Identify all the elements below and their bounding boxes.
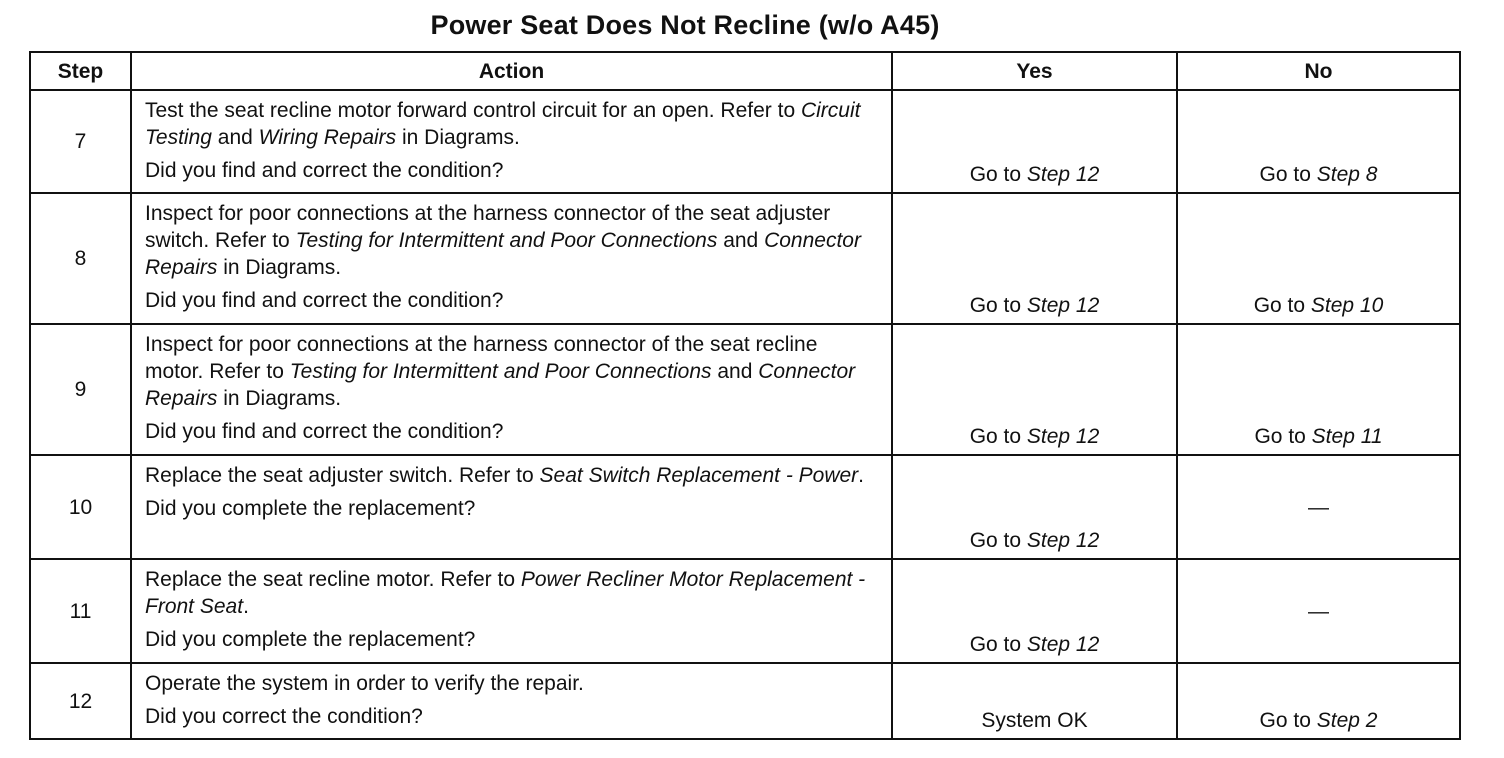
instruction-text: . bbox=[243, 595, 249, 618]
step-number: 11 bbox=[30, 559, 131, 663]
instruction-text: Test the seat recline motor forward control circuit for an open. Refer to bbox=[145, 99, 801, 122]
reference-title: Testing for Intermittent and Poor Connections bbox=[295, 229, 718, 252]
instruction-text: and bbox=[211, 126, 259, 149]
yes-cell bbox=[892, 455, 1177, 559]
yes-cell bbox=[892, 324, 1177, 455]
instruction-text: and bbox=[711, 360, 759, 383]
table-row bbox=[30, 455, 1460, 559]
reference-title: Connector Repairs bbox=[145, 360, 856, 410]
instruction-text: in Diagrams. bbox=[396, 126, 520, 149]
action-instruction bbox=[145, 566, 881, 620]
reference-title: Seat Switch Replacement - Power bbox=[539, 464, 859, 487]
action-question: Did you correct the condition? bbox=[145, 705, 423, 728]
go-to-text: Go to bbox=[969, 529, 1027, 552]
instruction-text: Inspect for poor connections at the harness connector of the seat adjuster switch. Refer to bbox=[145, 202, 831, 252]
go-to-text: Go to bbox=[1259, 163, 1317, 186]
reference-title: Connector Repairs bbox=[145, 229, 861, 279]
go-to-text: Go to bbox=[969, 294, 1027, 317]
diagnostic-table bbox=[29, 51, 1461, 740]
header-step: Step bbox=[30, 52, 131, 90]
yes-cell bbox=[892, 559, 1177, 663]
go-to-text: Go to bbox=[969, 163, 1027, 186]
go-to-text: Go to bbox=[1259, 709, 1317, 732]
yes-cell bbox=[892, 663, 1177, 739]
step-reference: Step 8 bbox=[1316, 163, 1378, 186]
action-instruction bbox=[145, 670, 881, 697]
step-reference: Step 11 bbox=[1311, 425, 1383, 448]
header-action: Action bbox=[131, 52, 892, 90]
step-number: 10 bbox=[30, 455, 131, 559]
step-reference: Step 12 bbox=[1026, 294, 1100, 317]
instruction-text: Replace the seat adjuster switch. Refer to bbox=[145, 464, 540, 487]
action-instruction bbox=[145, 200, 881, 281]
instruction-text: in Diagrams. bbox=[217, 387, 342, 410]
page-title: Power Seat Does Not Recline (w/o A45) bbox=[430, 10, 940, 40]
go-to-text: Go to bbox=[969, 633, 1027, 656]
table-header-row bbox=[30, 52, 1460, 90]
header-no: No bbox=[1177, 52, 1460, 90]
no-cell bbox=[1177, 90, 1460, 193]
empty-dash: — bbox=[1308, 599, 1329, 623]
action-instruction bbox=[145, 462, 881, 489]
step-reference: Step 10 bbox=[1310, 294, 1384, 317]
instruction-text: in Diagrams. bbox=[217, 256, 342, 279]
step-reference: Step 12 bbox=[1026, 529, 1100, 552]
step-reference: Step 12 bbox=[1026, 425, 1100, 448]
instruction-text: Inspect for poor connections at the harness connector of the seat recline motor. Refer to bbox=[145, 333, 818, 383]
action-cell bbox=[131, 90, 892, 193]
table-body bbox=[30, 90, 1460, 739]
action-question: Did you find and correct the condition? bbox=[145, 159, 504, 182]
reference-title: Power Recliner Motor Replacement - Front Seat bbox=[145, 568, 866, 618]
no-cell bbox=[1177, 663, 1460, 739]
instruction-text: . bbox=[858, 464, 865, 487]
step-reference: Step 2 bbox=[1316, 709, 1378, 732]
step-number: 9 bbox=[30, 324, 131, 455]
go-to-text: Go to bbox=[1254, 425, 1312, 448]
header-yes: Yes bbox=[892, 52, 1177, 90]
go-to-text: Go to bbox=[969, 425, 1027, 448]
yes-cell bbox=[892, 193, 1177, 324]
table-row bbox=[30, 193, 1460, 324]
action-cell bbox=[131, 455, 892, 559]
table-row bbox=[30, 559, 1460, 663]
no-cell bbox=[1177, 193, 1460, 324]
action-instruction bbox=[145, 97, 881, 151]
instruction-text: and bbox=[717, 229, 765, 252]
step-reference: Step 12 bbox=[1026, 633, 1100, 656]
result-text: System OK bbox=[981, 709, 1088, 732]
action-instruction bbox=[145, 331, 881, 412]
table-row bbox=[30, 663, 1460, 739]
step-number: 12 bbox=[30, 663, 131, 739]
step-reference: Step 12 bbox=[1026, 163, 1100, 186]
reference-title: Wiring Repairs bbox=[258, 126, 397, 149]
step-number: 7 bbox=[30, 90, 131, 193]
action-cell bbox=[131, 324, 892, 455]
action-cell bbox=[131, 663, 892, 739]
action-cell bbox=[131, 559, 892, 663]
action-question: Did you find and correct the condition? bbox=[145, 420, 504, 443]
instruction-text: Replace the seat recline motor. Refer to bbox=[145, 568, 521, 591]
action-question: Did you complete the replacement? bbox=[145, 497, 476, 520]
yes-cell bbox=[892, 90, 1177, 193]
table-row bbox=[30, 90, 1460, 193]
go-to-text: Go to bbox=[1253, 294, 1311, 317]
no-cell bbox=[1177, 324, 1460, 455]
reference-title: Testing for Intermittent and Poor Connections bbox=[289, 360, 712, 383]
empty-dash: — bbox=[1308, 495, 1329, 519]
action-cell bbox=[131, 193, 892, 324]
table-row bbox=[30, 324, 1460, 455]
no-cell bbox=[1177, 455, 1460, 559]
instruction-text: Operate the system in order to verify the repair. bbox=[145, 672, 584, 695]
step-number: 8 bbox=[30, 193, 131, 324]
no-cell bbox=[1177, 559, 1460, 663]
action-question: Did you complete the replacement? bbox=[145, 628, 476, 651]
action-question: Did you find and correct the condition? bbox=[145, 289, 504, 312]
reference-title: Circuit Testing bbox=[145, 99, 861, 149]
